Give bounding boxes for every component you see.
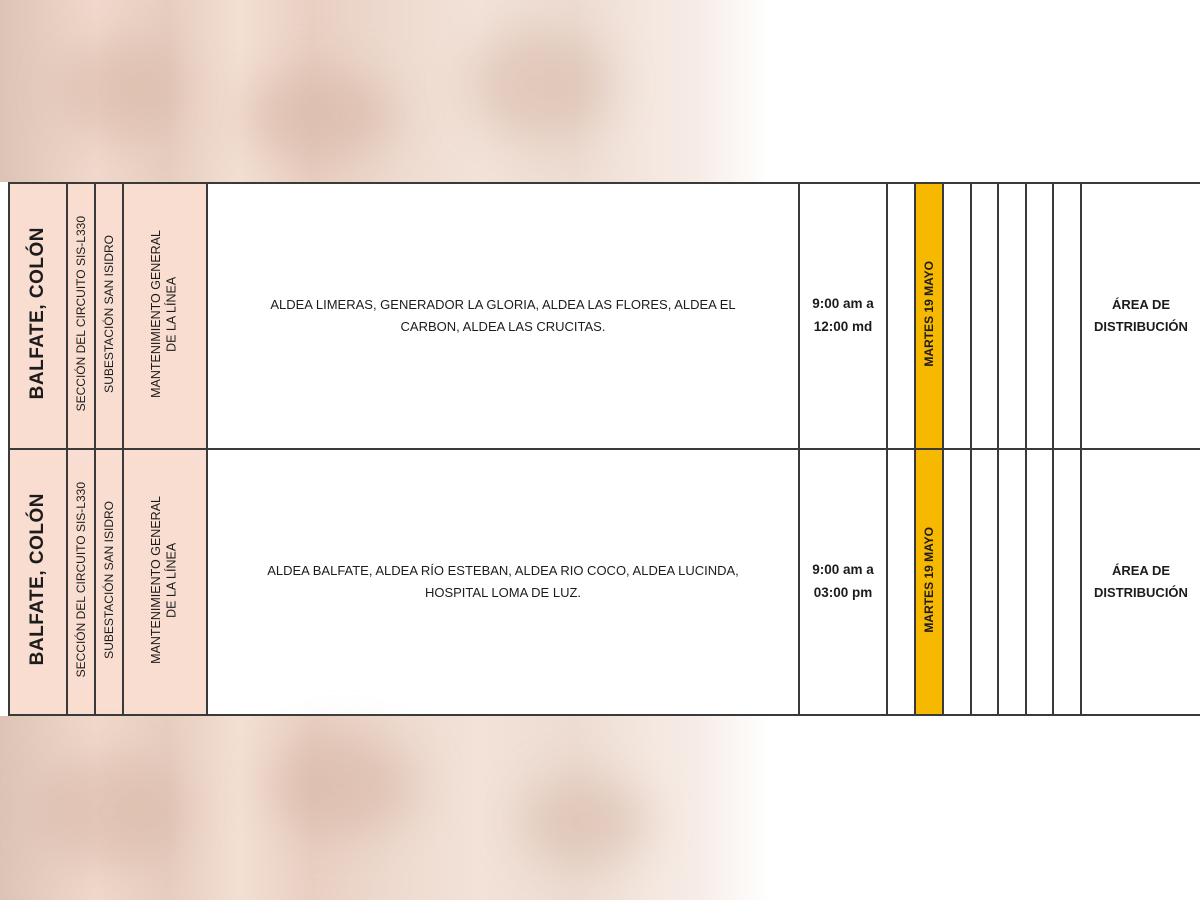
outage-schedule-table	[8, 182, 1200, 716]
day-empty-cell	[971, 449, 998, 715]
day-empty-cell	[1053, 449, 1081, 715]
zones-cell	[207, 183, 799, 449]
day-empty-cell	[943, 449, 971, 715]
area-line: DISTRIBUCIÓN	[1094, 319, 1188, 334]
location-label: BALFATE, COLÓN	[27, 227, 49, 400]
substation-label: SUBESTACIÓN SAN ISIDRO	[101, 234, 116, 393]
time-cell	[799, 183, 887, 449]
work-line: MANTENIMIENTO GENERAL	[149, 229, 164, 398]
day-empty-cell	[998, 183, 1026, 449]
substation-cell	[95, 183, 123, 449]
zones-line: HOSPITAL LOMA DE LUZ.	[424, 585, 582, 600]
day-empty-cell	[943, 183, 971, 449]
circuit-label: SECCIÓN DEL CIRCUITO SIS-L330	[73, 215, 88, 412]
work-line: MANTENIMIENTO GENERAL	[149, 495, 164, 664]
work-line: DE LA LÍNEA	[165, 541, 179, 618]
time-line: 9:00 am a	[812, 296, 874, 312]
day-empty-cell	[887, 183, 915, 449]
location-label: BALFATE, COLÓN	[27, 493, 49, 666]
work-line: DE LA LÍNEA	[165, 275, 179, 352]
table-row	[9, 183, 1200, 449]
substation-cell	[95, 449, 123, 715]
time-line: 9:00 am a	[812, 562, 874, 578]
circuit-cell	[67, 449, 95, 715]
zones-line: ALDEA LIMERAS, GENERADOR LA GLORIA, ALDEA LAS FLORES, ALDEA EL	[270, 296, 736, 312]
day-cell	[915, 183, 943, 449]
time-cell	[799, 449, 887, 715]
day-empty-cell	[887, 449, 915, 715]
day-empty-cell	[1026, 449, 1053, 715]
zones-line: ALDEA BALFATE, ALDEA RÍO ESTEBAN, ALDEA RIO COCO, ALDEA LUCINDA,	[267, 562, 739, 578]
location-cell	[9, 449, 67, 715]
time-line: 03:00 pm	[813, 585, 873, 600]
day-label: MARTES 19 MAYO	[921, 260, 936, 367]
zones-cell	[207, 449, 799, 715]
time-line: 12:00 md	[813, 319, 873, 334]
blur-spot	[240, 70, 400, 160]
work-label	[149, 496, 180, 664]
blurred-header-region	[0, 0, 1200, 182]
day-empty-cell	[971, 183, 998, 449]
day-empty-cell	[998, 449, 1026, 715]
area-line: ÁREA DE	[1111, 296, 1171, 312]
location-cell	[9, 183, 67, 449]
area-line: ÁREA DE	[1111, 562, 1171, 578]
day-label: MARTES 19 MAYO	[921, 526, 936, 633]
work-cell	[123, 183, 207, 449]
work-label	[149, 230, 180, 398]
blur-spot	[470, 30, 610, 140]
area-cell	[1081, 183, 1200, 449]
table-row	[9, 449, 1200, 715]
blur-spot	[520, 776, 650, 866]
area-line: DISTRIBUCIÓN	[1094, 585, 1188, 600]
blur-spot	[40, 756, 180, 866]
circuit-label: SECCIÓN DEL CIRCUITO SIS-L330	[73, 481, 88, 678]
circuit-cell	[67, 183, 95, 449]
substation-label: SUBESTACIÓN SAN ISIDRO	[101, 500, 116, 659]
zones-line: CARBON, ALDEA LAS CRUCITAS.	[400, 319, 606, 334]
day-empty-cell	[1026, 183, 1053, 449]
day-cell	[915, 449, 943, 715]
day-empty-cell	[1053, 183, 1081, 449]
area-cell	[1081, 449, 1200, 715]
blur-spot	[60, 40, 180, 140]
blur-spot	[270, 736, 420, 836]
blurred-footer-region	[0, 716, 1200, 900]
work-cell	[123, 449, 207, 715]
